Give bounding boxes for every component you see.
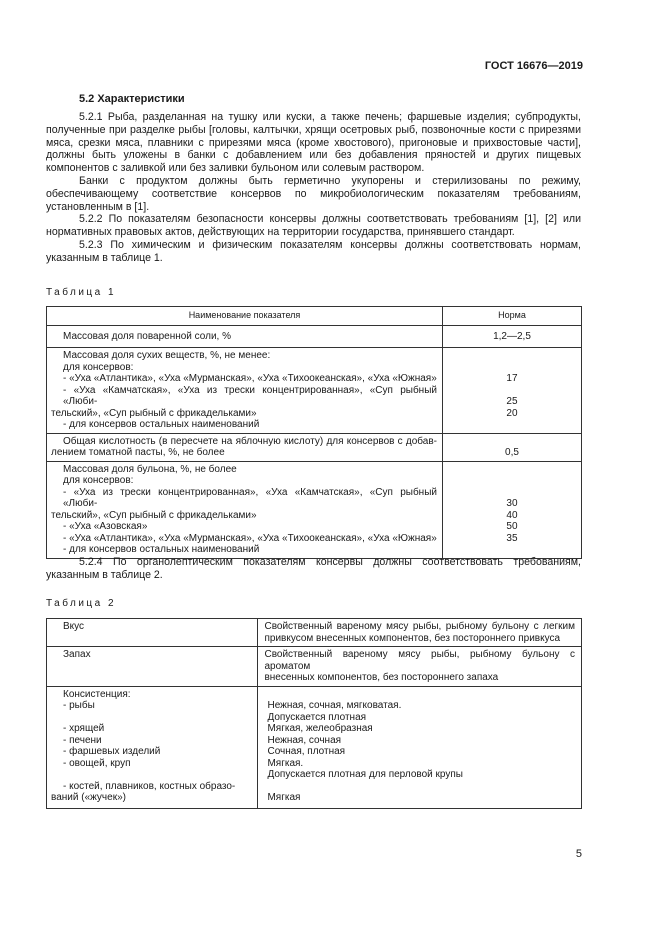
- row-value: 1,2—2,5: [442, 325, 581, 348]
- table2-caption: Таблица 2: [46, 598, 117, 609]
- paragraph-5-2-1-cont: Банки с продуктом должны быть герметично укупорены и стерилизованы по режиму, обеспечивающему соответствие консервов по микробиологическим показателям требованиям, установленным в [1].: [46, 174, 581, 213]
- standard-number: ГОСТ 16676—2019: [484, 60, 583, 72]
- row-name: [47, 348, 443, 434]
- table-1: [46, 306, 582, 559]
- paragraph-5-2-2: 5.2.2 По показателям безопасности консервы должны соответствовать требованиям [1], [2] или нормативных правовых актов, действующих на территории государства, принявшего стандарт.: [46, 213, 581, 239]
- value: 0,5: [505, 447, 519, 458]
- row-value: [442, 461, 581, 558]
- paragraph-5-2-1: 5.2.1 Рыба, разделанная на тушку или куски, а также печень; фаршевые изделия; субпродукты, полученные при разделке рыбы [головы, калтычки, хрящи осетровых рыб, позвоночные кости с прирезями мяса, срезки мяса, плавники с прирезями мяса (кроме хвостового), пригоновые и прихвостовые части], должны быть уложены в банки с добавлением или без добавления пряностей и других пищевых компонентов с заливкой или без заливки бульоном или солевым раствором.: [46, 111, 581, 175]
- line: - для консервов остальных наименований: [63, 419, 260, 430]
- line: - «Уха «Камчатская», «Уха из трески концентрированная», «Суп рыбный «Люби-: [63, 384, 437, 407]
- line: - костей, плавников, костных образо-: [63, 780, 236, 792]
- line: - рыбы: [63, 700, 95, 711]
- table-row: [47, 619, 582, 647]
- line: Свойственный вареному мясу рыбы, рыбному бульону с ароматом: [264, 649, 575, 672]
- table-row: [47, 686, 582, 808]
- line: Мягкая: [267, 792, 301, 803]
- table-row: [47, 647, 582, 687]
- line: ваний («жучек»): [51, 792, 126, 803]
- row-name: Массовая доля поваренной соли, %: [47, 325, 443, 348]
- value: 25: [506, 396, 518, 407]
- line: лением томатной пасты, %, не более: [51, 447, 225, 458]
- table-row: [47, 325, 582, 348]
- line: тельский», «Суп рыбный с фрикадельками»: [51, 509, 257, 521]
- row-name: [47, 686, 258, 808]
- row-description: [258, 686, 582, 808]
- value: 30: [506, 498, 518, 509]
- table-header-row: [47, 307, 582, 326]
- line: - фаршевых изделий: [63, 746, 161, 757]
- line: - печени: [63, 734, 102, 746]
- line: - «Уха «Азовская»: [63, 521, 148, 532]
- row-name: [47, 461, 443, 558]
- line: - «Уха «Атлантика», «Уха «Мурманская», «Уха «Тихоокеанская», «Уха «Южная»: [63, 532, 437, 544]
- line: Нежная, сочная: [267, 734, 342, 746]
- section-title: 5.2 Характеристики: [79, 93, 185, 105]
- line: - «Уха «Атлантика», «Уха «Мурманская», «Уха «Тихоокеанская», «Уха «Южная»: [63, 373, 437, 384]
- line: Массовая доля бульона, %, не более: [63, 463, 237, 475]
- table-row: [47, 348, 582, 434]
- line: для консервов:: [63, 361, 134, 373]
- line: Мягкая, желеобразная: [267, 723, 373, 734]
- row-description: [258, 619, 582, 647]
- paragraph-5-2-3: 5.2.3 По химическим и физическим показателям консервы должны соответствовать нормам, указанным в таблице 1.: [46, 238, 581, 264]
- row-name: Запах: [47, 647, 258, 687]
- value: 20: [506, 407, 518, 419]
- section-body: [46, 111, 581, 265]
- line: Общая кислотность (в пересчете на яблочную кислоту) для консервов с добав-: [63, 435, 437, 447]
- page-number: 5: [575, 848, 582, 860]
- line: внесенных компонентов, без постороннего запаха: [264, 672, 499, 683]
- header-indicator: Наименование показателя: [47, 307, 443, 326]
- value: 17: [506, 373, 518, 384]
- line: Сочная, плотная: [267, 746, 346, 757]
- line: - овощей, круп: [63, 757, 131, 769]
- value: 40: [506, 509, 518, 521]
- table-2: [46, 618, 582, 809]
- paragraph-5-2-4: 5.2.4 По органолептическим показателям консервы должны соответствовать требованиям, указанным в таблице 2.: [46, 556, 581, 581]
- line: - для консервов остальных наименований: [63, 544, 260, 555]
- line: - «Уха из трески концентрированная», «Уха «Камчатская», «Суп рыбный «Люби-: [63, 486, 437, 509]
- line: Допускается плотная: [267, 711, 367, 723]
- row-description: [258, 647, 582, 687]
- line: Допускается плотная для перловой крупы: [267, 769, 463, 780]
- value: 35: [506, 532, 518, 544]
- row-name: Вкус: [47, 619, 258, 647]
- section-body-2: [46, 556, 581, 582]
- table-row: [47, 461, 582, 558]
- line: тельский», «Суп рыбный с фрикадельками»: [51, 407, 257, 419]
- line: Консистенция:: [63, 688, 131, 700]
- line: привкусом внесенных компонентов, без постороннего привкуса: [264, 632, 561, 644]
- line: для консервов:: [63, 475, 134, 486]
- line: Массовая доля сухих веществ, %, не менее:: [63, 350, 271, 361]
- line: Свойственный вареному мясу рыбы, рыбному бульону с легким: [264, 621, 575, 632]
- table1-caption: Таблица 1: [46, 287, 117, 298]
- line: Нежная, сочная, мягковатая.: [267, 700, 402, 711]
- header-norm: Норма: [442, 307, 581, 326]
- row-value: [442, 348, 581, 434]
- row-value: [442, 433, 581, 461]
- row-name: [47, 433, 443, 461]
- table-row: [47, 433, 582, 461]
- value: 50: [506, 521, 518, 532]
- line: - хрящей: [63, 723, 105, 734]
- line: Мягкая.: [267, 757, 304, 769]
